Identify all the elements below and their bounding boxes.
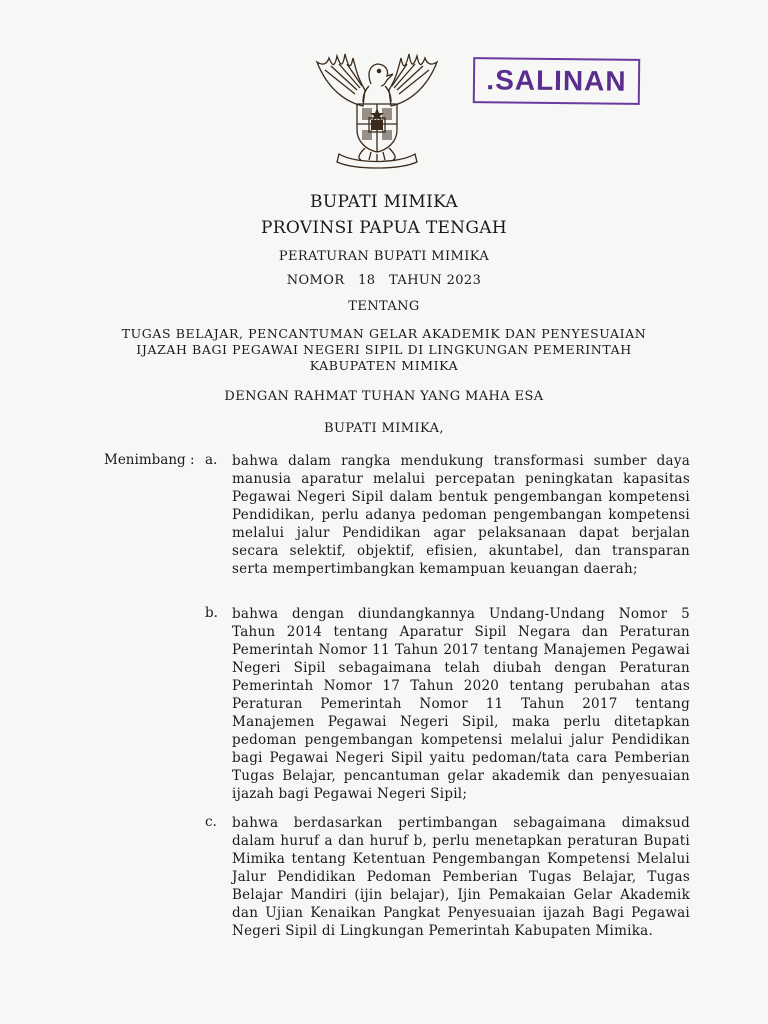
garuda-emblem-icon <box>305 44 449 172</box>
invocation: DENGAN RAHMAT TUHAN YANG MAHA ESA <box>224 389 544 404</box>
subject-line: IJAZAH BAGI PEGAWAI NEGERI SIPIL DI LINGKUNGAN PEMERINTAH <box>136 342 632 357</box>
item-text: bahwa berdasarkan pertimbangan sebagaimana dimaksud dalam huruf a dan huruf b, perlu menetapkan peraturan Bupati Mimika tentang Ketentuan Pengembangan Kompetensi Melalui Jalur Pendidikan Pedoman Pemberian Tugas Belajar, Tugas Belajar Mandiri (ijin belajar), Ijin Pemakaian Gelar Akademik dan Ujian Kenaikan Pangkat Penyesuaian ijazah Bagi Pegawai Negeri Sipil di Lingkungan Pemerintah Kabupaten Mimika. <box>232 815 690 939</box>
regulation-title: PERATURAN BUPATI MIMIKA <box>278 249 490 264</box>
subject-line: TUGAS BELAJAR, PENCANTUMAN GELAR AKADEMIK DAN PENYESUAIAN <box>121 326 647 341</box>
copy-stamp: .SALINAN <box>473 57 640 105</box>
considering-item <box>205 814 690 940</box>
authority: BUPATI MIMIKA, <box>324 421 444 436</box>
subject-line: KABUPATEN MIMIKA <box>309 358 459 373</box>
issuer-title: BUPATI MIMIKA <box>310 192 458 212</box>
considering-item <box>205 605 690 803</box>
item-letter: c. <box>205 814 217 830</box>
regulation-number: NOMOR 18 TAHUN 2023 <box>286 273 482 288</box>
item-letter: b. <box>205 605 218 621</box>
about-heading: TENTANG <box>348 299 420 314</box>
item-letter: a. <box>205 452 218 468</box>
considering-item <box>205 452 690 578</box>
province-title: PROVINSI PAPUA TENGAH <box>261 218 507 238</box>
considering-label: Menimbang : <box>104 452 195 468</box>
item-text: bahwa dalam rangka mendukung transformasi sumber daya manusia aparatur melalui percepatan peningkatan kapasitas Pegawai Negeri Sipil dalam bentuk pengembangan kompetensi Pendidikan, perlu adanya pedoman pengembangan kompetensi melalui jalur Pendidikan agar pelaksanaan dapat berjalan secara selektif, objektif, efisien, akuntabel, dan transparan serta mempertimbangkan kemampuan keuangan daerah; <box>232 453 690 577</box>
item-text: bahwa dengan diundangkannya Undang-Undang Nomor 5 Tahun 2014 tentang Aparatur Sipil Negara dan Peraturan Pemerintah Nomor 11 Tahun 2017 tentang Manajemen Pegawai Negeri Sipil sebagaimana telah diubah dengan Peraturan Pemerintah Nomor 17 Tahun 2020 tentang perubahan atas Peraturan Pemerintah Nomor 11 Tahun 2017 tentang Manajemen Pegawai Negeri Sipil, maka perlu ditetapkan pedoman pengembangan kompetensi melalui jalur Pendidikan bagi Pegawai Negeri Sipil yaitu pedoman/tata cara Pemberian Tugas Belajar, pencantuman gelar akademik dan penyesuaian ijazah bagi Pegawai Negeri Sipil; <box>232 606 690 802</box>
